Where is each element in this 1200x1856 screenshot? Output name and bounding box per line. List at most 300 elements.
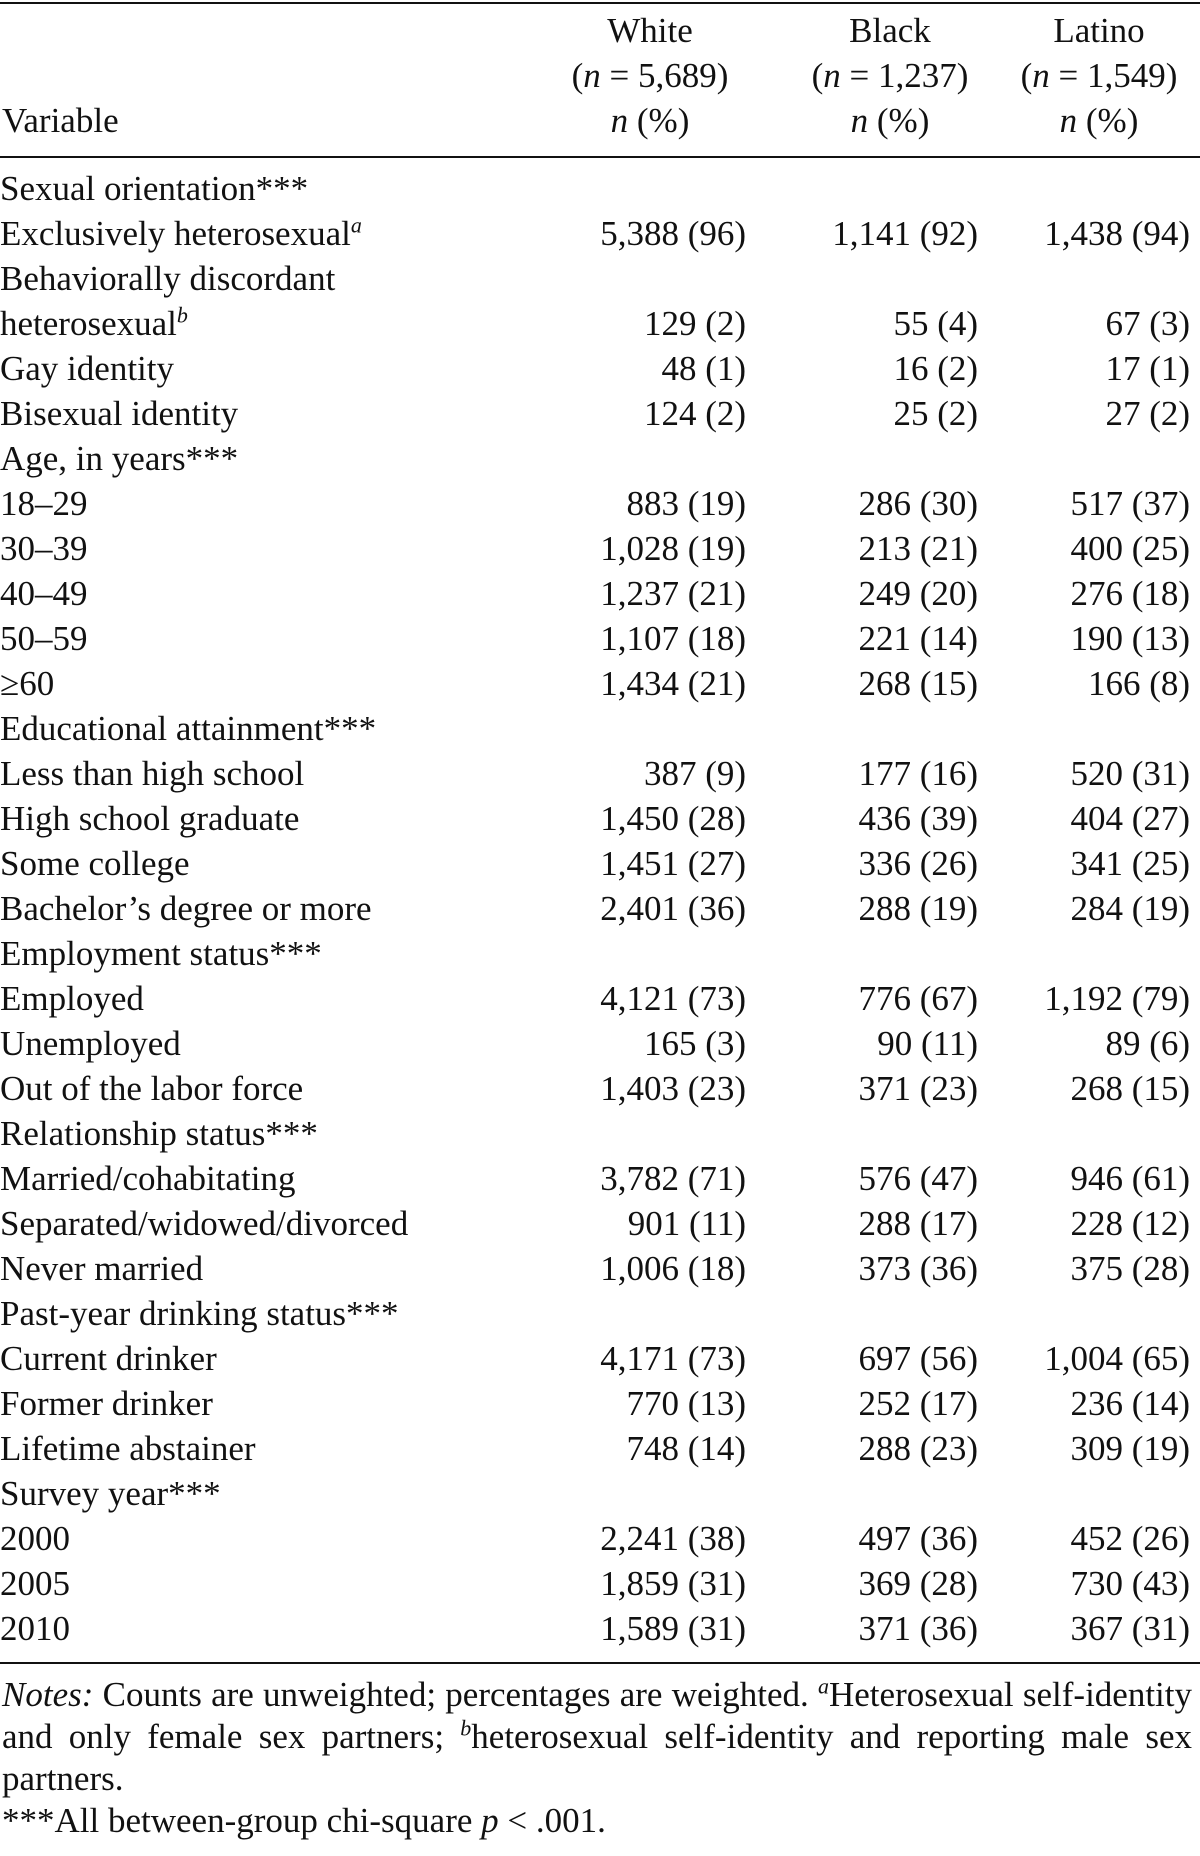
cell-value: 2,241 (38) (600, 1519, 746, 1558)
table-cell (560, 301, 768, 346)
row-label (0, 436, 560, 481)
footnote-marker: a (350, 212, 362, 238)
row-label-text: Less than high school (0, 754, 305, 793)
table-row (0, 571, 1200, 616)
table-cell (560, 1471, 768, 1516)
table-row (0, 1606, 1200, 1651)
cell-value: 1,434 (21) (600, 664, 746, 703)
cell-value: 400 (25) (1070, 529, 1190, 568)
row-label-text: 2010 (0, 1609, 70, 1648)
row-label (0, 256, 560, 301)
table-cell (768, 256, 1000, 301)
cell-value: 436 (39) (858, 799, 978, 838)
table-row (0, 841, 1200, 886)
cell-value: 371 (36) (858, 1609, 978, 1648)
row-label (0, 1426, 560, 1471)
row-label (0, 1111, 560, 1156)
cell-value: 517 (37) (1070, 484, 1190, 523)
table-cell (560, 1066, 768, 1111)
column-group: Latino (1053, 11, 1145, 50)
row-label (0, 751, 560, 796)
cell-value: 369 (28) (858, 1564, 978, 1603)
table-row (0, 1336, 1200, 1381)
table-row (0, 1246, 1200, 1291)
sig-suffix: < .001. (507, 1801, 606, 1840)
row-label (0, 481, 560, 526)
table-cell (560, 481, 768, 526)
table-cell (560, 1021, 768, 1066)
table-cell (560, 166, 768, 211)
row-label-text: Exclusively heterosexual (0, 214, 351, 253)
table-cell (768, 166, 1000, 211)
cell-value: 129 (2) (643, 304, 746, 343)
cell-value: 4,121 (73) (600, 979, 746, 1018)
table-cell (768, 1516, 1000, 1561)
table-cell (560, 1606, 768, 1651)
table-cell (560, 436, 768, 481)
table-cell (768, 1021, 1000, 1066)
table-cell (1000, 1561, 1200, 1606)
table-cell (560, 1336, 768, 1381)
row-label-text: 2000 (0, 1519, 70, 1558)
category-row (0, 931, 1200, 976)
cell-value: 288 (23) (858, 1429, 978, 1468)
column-n-pct: n (%) (1059, 101, 1139, 140)
table-cell (1000, 1246, 1200, 1291)
cell-value: 286 (30) (858, 484, 978, 523)
cell-value: 284 (19) (1070, 889, 1190, 928)
table-cell (768, 616, 1000, 661)
table-cell (768, 571, 1000, 616)
cell-value: 252 (17) (858, 1384, 978, 1423)
cell-value: 883 (19) (626, 484, 746, 523)
cell-value: 4,171 (73) (600, 1339, 746, 1378)
table-cell (768, 976, 1000, 1021)
cell-value: 190 (13) (1070, 619, 1190, 658)
table-cell (1000, 1606, 1200, 1651)
table-cell (768, 841, 1000, 886)
cell-value: 288 (19) (858, 889, 978, 928)
cell-value: 16 (2) (893, 349, 978, 388)
cell-value: 371 (23) (858, 1069, 978, 1108)
category-row (0, 1471, 1200, 1516)
cell-value: 177 (16) (858, 754, 978, 793)
table-row (0, 616, 1200, 661)
table-cell (1000, 436, 1200, 481)
table-cell (1000, 1111, 1200, 1156)
table-cell (768, 481, 1000, 526)
table-cell (560, 1246, 768, 1291)
table-cell (560, 256, 768, 301)
cell-value: 367 (31) (1070, 1609, 1190, 1648)
table-cell (560, 886, 768, 931)
notes-text-1: Counts are unweighted; percentages are weighted. (102, 1675, 809, 1714)
row-label-text: Gay identity (0, 349, 174, 388)
table-cell (1000, 391, 1200, 436)
cell-value: 375 (28) (1070, 1249, 1190, 1288)
row-label (0, 571, 560, 616)
table-cell (560, 1561, 768, 1606)
table-cell (768, 1246, 1000, 1291)
row-label (0, 1516, 560, 1561)
table-cell (768, 436, 1000, 481)
column-n-pct: n (%) (610, 101, 690, 140)
table-cell (560, 976, 768, 1021)
category-row (0, 436, 1200, 481)
row-label-text: 40–49 (0, 574, 88, 613)
row-label (0, 526, 560, 571)
table-cell (560, 1111, 768, 1156)
cell-value: 776 (67) (858, 979, 978, 1018)
category-row (0, 706, 1200, 751)
cell-value: 730 (43) (1070, 1564, 1190, 1603)
table-cell (560, 391, 768, 436)
row-label (0, 1471, 560, 1516)
cell-value: 90 (11) (877, 1024, 978, 1063)
cell-value: 5,388 (96) (600, 214, 746, 253)
table-cell (768, 1381, 1000, 1426)
row-label (0, 301, 560, 346)
footnote-a-marker: a (818, 1673, 829, 1699)
row-label (0, 391, 560, 436)
table-cell (768, 1561, 1000, 1606)
row-label (0, 1291, 560, 1336)
cell-value: 1,451 (27) (600, 844, 746, 883)
table-cell (1000, 1426, 1200, 1471)
table-cell (1000, 256, 1200, 301)
table-cell (768, 1471, 1000, 1516)
table-cell (560, 1381, 768, 1426)
row-label (0, 931, 560, 976)
row-label-text: Separated/widowed/divorced (0, 1204, 409, 1243)
row-label-text: Survey year*** (0, 1474, 221, 1513)
cell-value: 67 (3) (1105, 304, 1190, 343)
cell-value: 373 (36) (858, 1249, 978, 1288)
table-cell (1000, 301, 1200, 346)
table-cell (560, 616, 768, 661)
cell-value: 1,107 (18) (600, 619, 746, 658)
column-header-white (560, 8, 740, 143)
table-cell (560, 346, 768, 391)
data-table (0, 166, 1200, 1651)
table-row (0, 1156, 1200, 1201)
cell-value: 336 (26) (858, 844, 978, 883)
cell-value: 341 (25) (1070, 844, 1190, 883)
row-label (0, 706, 560, 751)
table-row (0, 1066, 1200, 1111)
cell-value: 249 (20) (858, 574, 978, 613)
table-cell (1000, 1336, 1200, 1381)
cell-value: 27 (2) (1105, 394, 1190, 433)
cell-value: 520 (31) (1070, 754, 1190, 793)
row-label-text: 18–29 (0, 484, 88, 523)
row-label-text: Lifetime abstainer (0, 1429, 256, 1468)
column-header-black (790, 8, 990, 143)
table-row (0, 346, 1200, 391)
table-cell (768, 1201, 1000, 1246)
table-cell (1000, 1021, 1200, 1066)
table-cell (1000, 1201, 1200, 1246)
cell-value: 1,006 (18) (600, 1249, 746, 1288)
row-label-text: High school graduate (0, 799, 300, 838)
row-label-text: Former drinker (0, 1384, 213, 1423)
table-cell (768, 1066, 1000, 1111)
cell-value: 452 (26) (1070, 1519, 1190, 1558)
cell-value: 3,782 (71) (600, 1159, 746, 1198)
table-cell (768, 931, 1000, 976)
table-row (0, 1381, 1200, 1426)
bottom-rule (0, 1662, 1200, 1664)
table-cell (768, 796, 1000, 841)
notes-text-3: heterosexual self-identity and reporting male sex partners. (2, 1717, 1192, 1798)
table-cell (768, 661, 1000, 706)
column-group: Black (849, 11, 931, 50)
table-cell (1000, 931, 1200, 976)
table-cell (560, 1201, 768, 1246)
row-label (0, 1066, 560, 1111)
table-cell (1000, 976, 1200, 1021)
sig-p: p (481, 1801, 499, 1840)
row-label-text: Employed (0, 979, 144, 1018)
row-label-text: 50–59 (0, 619, 88, 658)
table-cell (768, 301, 1000, 346)
column-n: (n = 1,549) (1020, 56, 1178, 95)
table-notes (2, 1674, 1192, 1842)
row-label (0, 166, 560, 211)
row-label-text: Some college (0, 844, 190, 883)
cell-value: 25 (2) (893, 394, 978, 433)
cell-value: 276 (18) (1070, 574, 1190, 613)
table-cell (560, 571, 768, 616)
row-label-text: Out of the labor force (0, 1069, 304, 1108)
cell-value: 497 (36) (858, 1519, 978, 1558)
row-label-text: Employment status*** (0, 934, 322, 973)
row-label-text: Sexual orientation*** (0, 169, 309, 208)
row-label-text: Bisexual identity (0, 394, 239, 433)
cell-value: 213 (21) (858, 529, 978, 568)
table-cell (768, 706, 1000, 751)
cell-value: 1,450 (28) (600, 799, 746, 838)
column-n-pct: n (%) (850, 101, 930, 140)
column-group: White (607, 11, 693, 50)
row-label-text: Relationship status*** (0, 1114, 318, 1153)
cell-value: 166 (8) (1087, 664, 1190, 703)
table-cell (1000, 1291, 1200, 1336)
table-row (0, 661, 1200, 706)
table-cell (768, 391, 1000, 436)
cell-value: 1,237 (21) (600, 574, 746, 613)
cell-value: 1,859 (31) (600, 1564, 746, 1603)
cell-value: 236 (14) (1070, 1384, 1190, 1423)
cell-value: 1,192 (79) (1044, 979, 1190, 1018)
table-cell (560, 931, 768, 976)
cell-value: 228 (12) (1070, 1204, 1190, 1243)
row-label (0, 616, 560, 661)
table-cell (560, 661, 768, 706)
row-label (0, 976, 560, 1021)
row-label-text: Educational attainment*** (0, 709, 377, 748)
variable-header: Variable (2, 101, 119, 140)
cell-value: 55 (4) (893, 304, 978, 343)
table-cell (768, 1111, 1000, 1156)
row-label-text: 30–39 (0, 529, 88, 568)
cell-value: 89 (6) (1105, 1024, 1190, 1063)
notes-label: Notes: (2, 1675, 94, 1714)
table-cell (768, 1291, 1000, 1336)
top-rule (0, 2, 1200, 4)
cell-value: 1,403 (23) (600, 1069, 746, 1108)
cell-value: 1,004 (65) (1044, 1339, 1190, 1378)
footnote-b-marker: b (460, 1715, 472, 1741)
category-row (0, 166, 1200, 211)
row-label-text: Age, in years*** (0, 439, 239, 478)
table-cell (768, 1156, 1000, 1201)
cell-value: 268 (15) (858, 664, 978, 703)
table-cell (560, 796, 768, 841)
cell-value: 2,401 (36) (600, 889, 746, 928)
table-row (0, 526, 1200, 571)
cell-value: 901 (11) (627, 1204, 746, 1243)
table-cell (1000, 751, 1200, 796)
table-row (0, 211, 1200, 256)
table-row (0, 796, 1200, 841)
table-row (0, 1561, 1200, 1606)
row-label-text: heterosexual (0, 304, 177, 343)
row-label-text: Bachelor’s degree or more (0, 889, 372, 928)
cell-value: 288 (17) (858, 1204, 978, 1243)
row-label-text: ≥60 (0, 664, 55, 703)
table-cell (560, 526, 768, 571)
table-row (0, 481, 1200, 526)
row-label (0, 1381, 560, 1426)
table-cell (1000, 166, 1200, 211)
table-cell (1000, 796, 1200, 841)
table-cell (1000, 571, 1200, 616)
cell-value: 17 (1) (1105, 349, 1190, 388)
table-row (0, 301, 1200, 346)
cell-value: 387 (9) (643, 754, 746, 793)
cell-value: 697 (56) (858, 1339, 978, 1378)
category-row (0, 1111, 1200, 1156)
cell-value: 268 (15) (1070, 1069, 1190, 1108)
table-row (0, 886, 1200, 931)
cell-value: 1,028 (19) (600, 529, 746, 568)
table-cell (768, 1426, 1000, 1471)
row-label-text: Never married (0, 1249, 204, 1288)
category-row (0, 1291, 1200, 1336)
table-cell (1000, 481, 1200, 526)
table-row (0, 976, 1200, 1021)
table-row (0, 391, 1200, 436)
row-label-text: 2005 (0, 1564, 70, 1603)
table-cell (1000, 661, 1200, 706)
cell-value: 770 (13) (626, 1384, 746, 1423)
row-label-text: Behaviorally discordant (0, 259, 336, 298)
row-label (0, 1606, 560, 1651)
cell-value: 748 (14) (626, 1429, 746, 1468)
table-cell (1000, 616, 1200, 661)
table-row (0, 1021, 1200, 1066)
table-cell (768, 211, 1000, 256)
table-cell (1000, 1516, 1200, 1561)
table-cell (768, 526, 1000, 571)
table-cell (1000, 211, 1200, 256)
table-cell (560, 211, 768, 256)
table-cell (1000, 1156, 1200, 1201)
footnote-marker: b (176, 302, 188, 328)
notes-paragraph (2, 1674, 1192, 1800)
table-row (0, 751, 1200, 796)
row-label (0, 1246, 560, 1291)
row-label (0, 1336, 560, 1381)
row-label (0, 1156, 560, 1201)
cell-value: 1,141 (92) (832, 214, 978, 253)
column-header-latino (1000, 8, 1198, 143)
table-cell (768, 346, 1000, 391)
table-cell (768, 1606, 1000, 1651)
table-cell (560, 1156, 768, 1201)
column-n: (n = 5,689) (571, 56, 729, 95)
table-cell (1000, 526, 1200, 571)
cell-value: 946 (61) (1070, 1159, 1190, 1198)
row-label (0, 886, 560, 931)
sig-prefix: ***All between-group chi-square (2, 1801, 473, 1840)
table-cell (1000, 841, 1200, 886)
row-label (0, 211, 560, 256)
table-row (0, 256, 1200, 301)
row-label (0, 1201, 560, 1246)
row-label-text: Married/cohabitating (0, 1159, 296, 1198)
table-cell (1000, 346, 1200, 391)
table-cell (560, 1291, 768, 1336)
table-cell (560, 1426, 768, 1471)
table-cell (560, 751, 768, 796)
table-cell (1000, 1471, 1200, 1516)
table-row (0, 1516, 1200, 1561)
notes-text-2: Heterosexual self-identity and only female sex partners; (2, 1675, 1193, 1756)
row-label (0, 841, 560, 886)
row-label-text: Current drinker (0, 1339, 217, 1378)
cell-value: 309 (19) (1070, 1429, 1190, 1468)
column-n: (n = 1,237) (811, 56, 969, 95)
row-label (0, 346, 560, 391)
significance-note (2, 1800, 1192, 1842)
table-cell (1000, 1381, 1200, 1426)
cell-value: 48 (1) (661, 349, 746, 388)
table-cell (768, 751, 1000, 796)
table-cell (560, 841, 768, 886)
cell-value: 221 (14) (858, 619, 978, 658)
table-row (0, 1426, 1200, 1471)
cell-value: 1,438 (94) (1044, 214, 1190, 253)
row-label (0, 1561, 560, 1606)
cell-value: 576 (47) (858, 1159, 978, 1198)
row-label (0, 796, 560, 841)
row-label (0, 661, 560, 706)
cell-value: 1,589 (31) (600, 1609, 746, 1648)
table-cell (560, 706, 768, 751)
cell-value: 404 (27) (1070, 799, 1190, 838)
table-cell (768, 1336, 1000, 1381)
table-cell (560, 1516, 768, 1561)
row-label-text: Unemployed (0, 1024, 181, 1063)
cell-value: 165 (3) (643, 1024, 746, 1063)
table-row (0, 1201, 1200, 1246)
table-cell (1000, 1066, 1200, 1111)
table-cell (1000, 706, 1200, 751)
table-cell (1000, 886, 1200, 931)
table-cell (768, 886, 1000, 931)
